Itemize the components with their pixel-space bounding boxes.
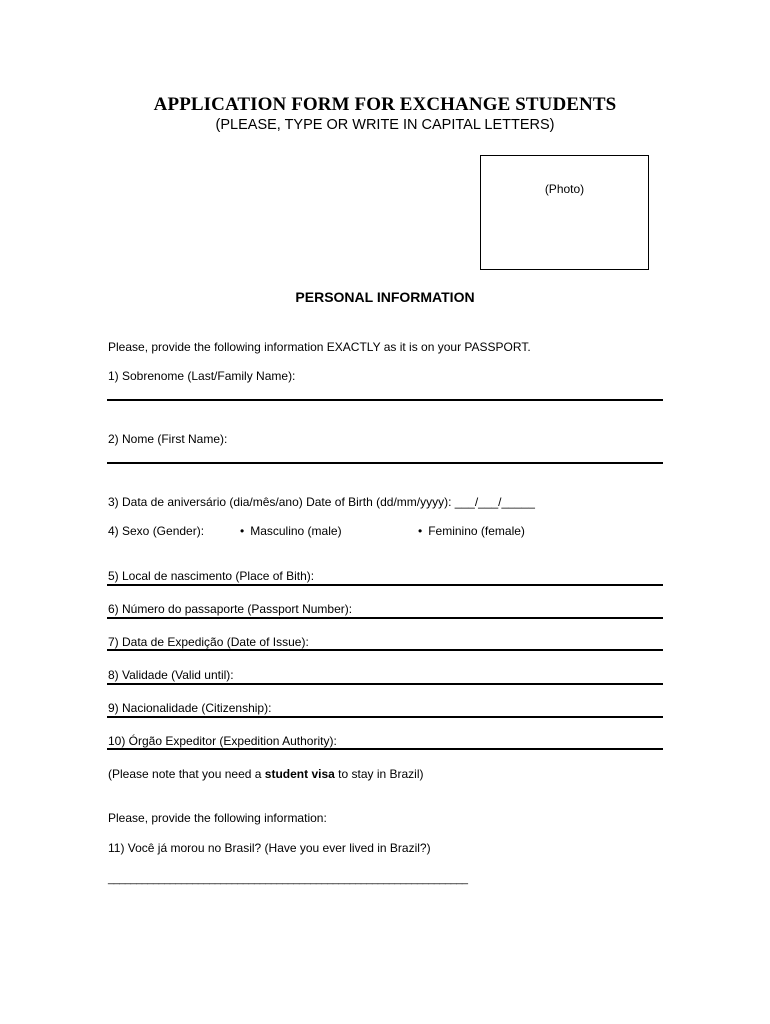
valid-until-label: 8) Validade (Valid until): bbox=[108, 668, 234, 682]
citizenship-label: 9) Nacionalidade (Citizenship): bbox=[108, 701, 272, 715]
passport-instruction: Please, provide the following information EXACTLY as it is on your PASSPORT. bbox=[108, 340, 531, 354]
bullet-icon: • bbox=[418, 524, 423, 538]
question-11-answer-line[interactable]: ________________________________________________________________ bbox=[108, 873, 468, 885]
birth-date-field[interactable]: 3) Data de aniversário (dia/mês/ano) Date of Birth (dd/mm/yyyy): ___/___/_____ bbox=[108, 495, 535, 509]
photo-box[interactable] bbox=[480, 155, 649, 270]
gender-option-male[interactable] bbox=[240, 524, 342, 538]
visa-note-prefix: (Please note that you need a bbox=[108, 767, 265, 781]
visa-note-suffix: to stay in Brazil) bbox=[334, 767, 424, 781]
issue-date-input-line[interactable] bbox=[107, 649, 663, 651]
authority-input-line[interactable] bbox=[107, 748, 663, 750]
gender-label: 4) Sexo (Gender): bbox=[108, 524, 205, 538]
bullet-icon: • bbox=[240, 524, 245, 538]
gender-female-label: Feminino (female) bbox=[428, 524, 525, 538]
passport-number-input-line[interactable] bbox=[107, 617, 663, 619]
form-subtitle: (PLEASE, TYPE OR WRITE IN CAPITAL LETTERS) bbox=[215, 117, 555, 133]
last-name-label: 1) Sobrenome (Last/Family Name): bbox=[108, 369, 296, 383]
question-11-label: 11) Você já morou no Brasil? (Have you ever lived in Brazil?) bbox=[108, 841, 431, 855]
photo-label: (Photo) bbox=[544, 182, 585, 196]
authority-label: 10) Órgão Expeditor (Expedition Authority): bbox=[108, 734, 337, 748]
visa-note-bold: student visa bbox=[264, 767, 335, 781]
form-title: APPLICATION FORM FOR EXCHANGE STUDENTS bbox=[153, 94, 617, 115]
first-name-input-line[interactable] bbox=[107, 462, 663, 464]
birth-place-input-line[interactable] bbox=[107, 584, 663, 586]
passport-number-label: 6) Número do passaporte (Passport Number): bbox=[108, 602, 353, 616]
last-name-input-line[interactable] bbox=[107, 399, 663, 401]
section-title-personal-information: PERSONAL INFORMATION bbox=[295, 289, 475, 305]
valid-until-input-line[interactable] bbox=[107, 683, 663, 685]
citizenship-input-line[interactable] bbox=[107, 716, 663, 718]
visa-note bbox=[108, 767, 424, 781]
issue-date-label: 7) Data de Expedição (Date of Issue): bbox=[108, 635, 309, 649]
followup-instruction: Please, provide the following information: bbox=[108, 811, 327, 825]
gender-male-label: Masculino (male) bbox=[250, 524, 342, 538]
birth-place-label: 5) Local de nascimento (Place of Bith): bbox=[108, 569, 315, 583]
gender-option-female[interactable] bbox=[418, 524, 525, 538]
first-name-label: 2) Nome (First Name): bbox=[108, 432, 228, 446]
